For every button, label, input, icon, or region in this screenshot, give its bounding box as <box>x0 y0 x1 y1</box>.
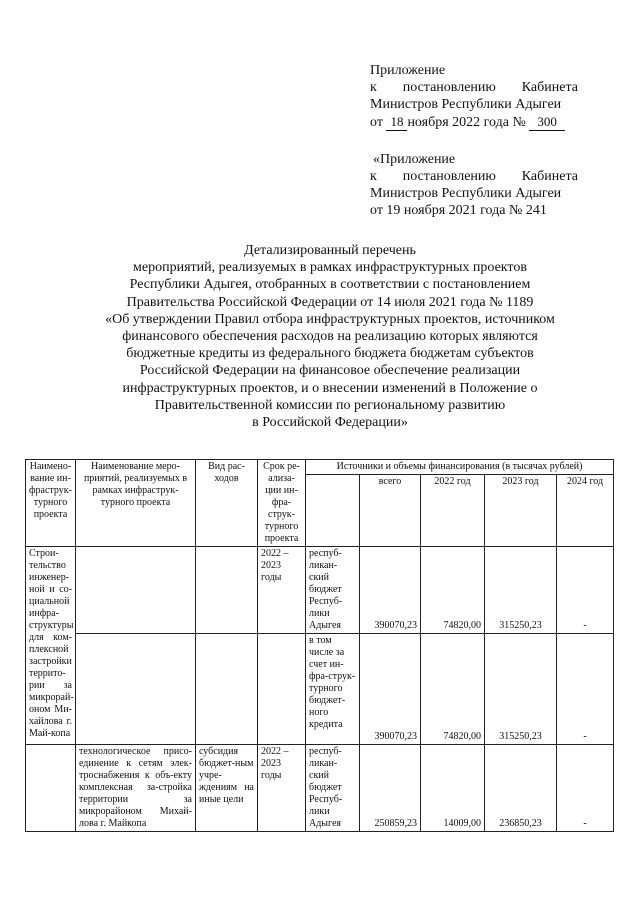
project-name-cell-empty <box>26 745 76 832</box>
y2024-cell: - <box>557 547 614 634</box>
table-row <box>26 547 614 634</box>
appendix-previous <box>370 151 578 219</box>
appendix-previous-line4: от 19 ноября 2021 года № 241 <box>370 203 547 218</box>
header-2022: 2022 год <box>421 475 485 547</box>
header-expense-type: Вид рас-ходов <box>196 460 258 547</box>
y2024-cell: - <box>557 634 614 745</box>
y2023-cell: 236850,23 <box>485 745 557 832</box>
title-line: Правительства Российской Федерации от 14 июля 2021 года № 1189 <box>126 294 534 310</box>
appendix-previous-line3: Министров Республики Адыгеи <box>370 186 562 201</box>
header-2023: 2023 год <box>485 475 557 547</box>
y2022-cell: 74820,00 <box>421 634 485 745</box>
title-line: финансового обеспечения расходов на реализацию которых являются <box>122 329 538 345</box>
header-total: всего <box>360 475 421 547</box>
document-title <box>60 242 600 431</box>
header-period: Срок ре-ализа-ции ин-фра-струк-турного проекта <box>258 460 306 547</box>
title-line: Детализированный перечень <box>244 243 416 258</box>
title-line: Российской Федерации на финансовое обеспечение реализации <box>139 363 521 379</box>
expense-type-cell: субсидия бюджет-ным учре-ждениям на иные цели <box>196 745 258 832</box>
total-cell: 390070,23 <box>360 634 421 745</box>
activity-cell: технологическое присо-единение к сетям элек-троснабжения к объ-екту комплексная за-стройка территории за микрорайоном Михай-лова г. Майкопа <box>76 745 196 832</box>
period-cell: 2022 – 2023 годы <box>258 547 306 634</box>
appendix-current-date: от 18 ноября 2022 года № 300 <box>370 113 578 131</box>
title-line: Правительственной комиссии по региональному развитию <box>154 397 506 413</box>
source-cell: в том числе за счет ин-фра-струк-турного бюджет-ного кредита <box>306 634 360 745</box>
expense-type-cell <box>196 547 258 634</box>
title-line: «Об утверждении Правил отбора инфраструктурных проектов, источником <box>105 311 555 327</box>
period-cell: 2022 – 2023 годы <box>258 745 306 832</box>
expense-type-cell <box>196 634 258 745</box>
appendix-previous-line1: «Приложение <box>373 152 456 167</box>
y2024-cell: - <box>557 745 614 832</box>
source-cell: респуб-ликан-ский бюджет Респуб-лики Адыгея <box>306 745 360 832</box>
appendix-current-line3: Министров Республики Адыгеи <box>370 97 562 112</box>
project-name-cell: Строи-тельство инженер-ной и со-циальной инфра-структуры для ком-плексной застройки террито-рии за микрорай-оном Ми-хайлова г. Май-копа <box>26 547 76 745</box>
table-row <box>26 745 614 832</box>
total-cell: 250859,23 <box>360 745 421 832</box>
header-activity-name: Наименование меро-приятий, реализуемых в рамках инфраструк-турного проекта <box>76 460 196 547</box>
table-row <box>26 634 614 745</box>
title-line: бюджетные кредиты из федерального бюджета бюджетам субъектов <box>126 346 534 362</box>
title-line: в Российской Федерации» <box>252 415 408 431</box>
y2022-cell: 74820,00 <box>421 547 485 634</box>
appendix-current-line2: к постановлению Кабинета <box>370 80 578 95</box>
appendix-current-line1: Приложение <box>370 63 446 78</box>
y2023-cell: 315250,23 <box>485 547 557 634</box>
appendix-previous-line2: к постановлению Кабинета <box>370 169 578 184</box>
header-project-name: Наимено-вание ин-фраструк-турного проекта <box>26 460 76 547</box>
header-2024: 2024 год <box>557 475 614 547</box>
y2023-cell: 315250,23 <box>485 634 557 745</box>
title-line: Республики Адыгея, отобранных в соответствии с постановлением <box>129 277 531 293</box>
appendix-current <box>370 62 578 131</box>
title-line: мероприятий, реализуемых в рамках инфраструктурных проектов <box>133 260 527 276</box>
activity-cell <box>76 547 196 634</box>
header-funding-group: Источники и объемы финансирования (в тысячах рублей) <box>306 460 614 475</box>
resolution-number: 300 <box>529 113 565 131</box>
y2022-cell: 14009,00 <box>421 745 485 832</box>
activity-cell <box>76 634 196 745</box>
title-line: инфраструктурных проектов, и о внесении изменений в Положение о <box>122 380 538 396</box>
source-cell: респуб-ликан-ский бюджет Респуб-лики Адыгея <box>306 547 360 634</box>
financing-table <box>25 459 614 832</box>
header-source <box>306 475 360 547</box>
table-header-row <box>26 460 614 475</box>
total-cell: 390070,23 <box>360 547 421 634</box>
date-day: 18 <box>386 113 407 131</box>
period-cell <box>258 634 306 745</box>
